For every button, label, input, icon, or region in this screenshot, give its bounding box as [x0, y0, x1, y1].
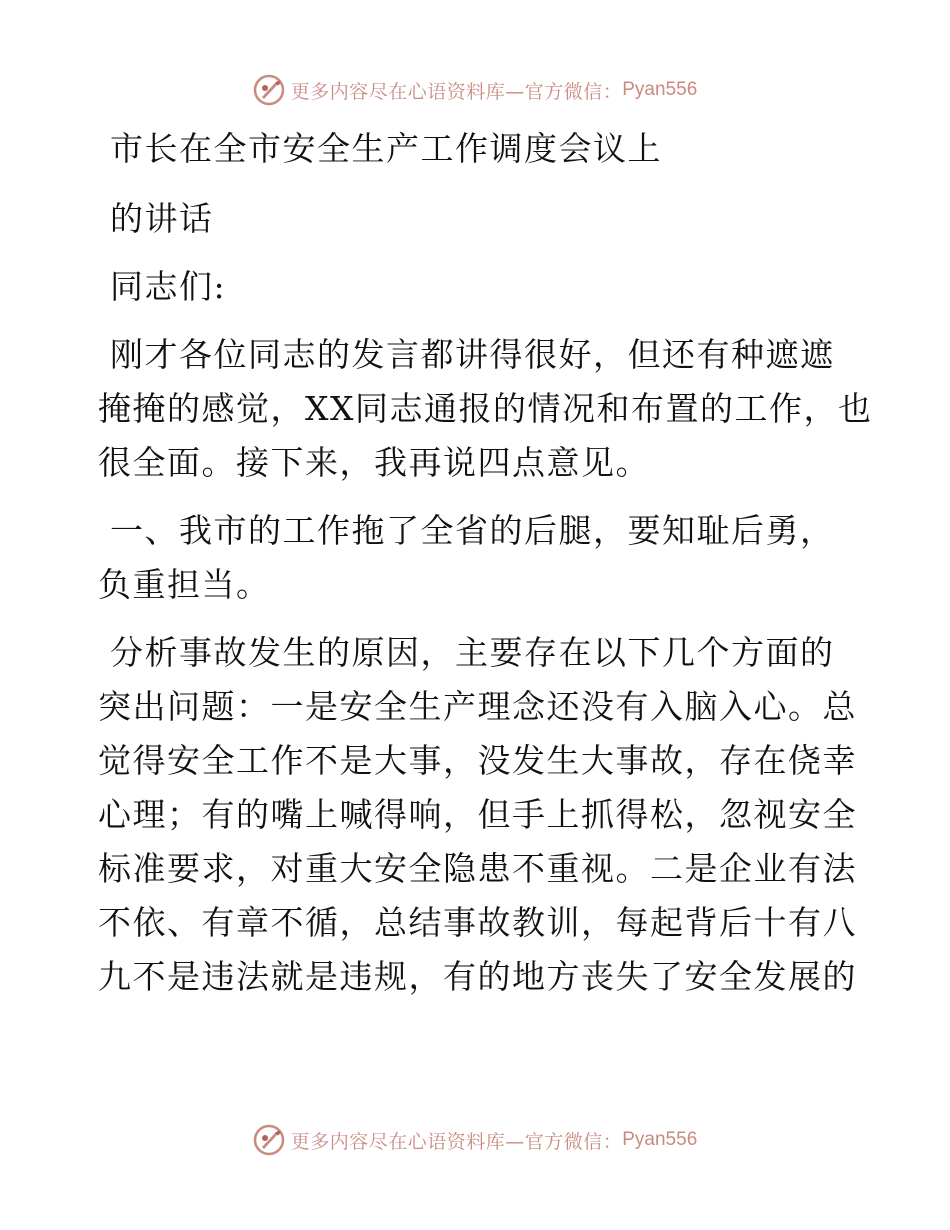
paragraph-intro [98, 328, 873, 490]
quill-logo-icon [253, 74, 285, 106]
watermark-handle: Pyan556 [622, 79, 698, 100]
paragraph-analysis [98, 626, 858, 1004]
title-line: 市长在全市安全生产工作调度会议上 [110, 129, 662, 168]
quill-logo-icon [253, 1124, 285, 1156]
paragraph-line: 心理；有的嘴上喊得响，但手上抓得松，忽视安全 [98, 795, 857, 834]
salutation [98, 260, 858, 314]
section-heading-1 [98, 504, 858, 612]
paragraph-line: 标准要求，对重大安全隐患不重视。二是企业有法 [98, 849, 857, 888]
title-line: 的讲话 [110, 199, 214, 238]
header-watermark [0, 70, 950, 110]
heading-line: 负重担当。 [98, 565, 271, 604]
watermark-text: 更多内容尽在心语资料库—官方微信： [290, 80, 623, 103]
watermark-text: 更多内容尽在心语资料库—官方微信： [290, 1130, 623, 1153]
footer-watermark [0, 1120, 950, 1160]
document-title [98, 122, 858, 246]
watermark-handle: Pyan556 [622, 1129, 698, 1150]
document-body [98, 122, 873, 1004]
paragraph-line: 九不是违法就是违规，有的地方丧失了安全发展的 [98, 957, 857, 996]
paragraph-line: 觉得安全工作不是大事，没发生大事故，存在侥幸 [98, 741, 857, 780]
paragraph-line: 不依、有章不循，总结事故教训，每起背后十有八 [98, 903, 857, 942]
salutation-line: 同志们: [110, 267, 227, 306]
paragraph-line: 很全面。接下来，我再说四点意见。 [98, 443, 650, 482]
paragraph-line: 刚才各位同志的发言都讲得很好，但还有种遮遮 [110, 335, 835, 374]
heading-line: 一、我市的工作拖了全省的后腿，要知耻后勇， [110, 511, 835, 550]
paragraph-line: 分析事故发生的原因，主要存在以下几个方面的 [110, 633, 835, 672]
paragraph-line: 突出问题：一是安全生产理念还没有入脑入心。总 [98, 687, 857, 726]
paragraph-line: 掩掩的感觉，XX同志通报的情况和布置的工作，也 [98, 389, 873, 428]
